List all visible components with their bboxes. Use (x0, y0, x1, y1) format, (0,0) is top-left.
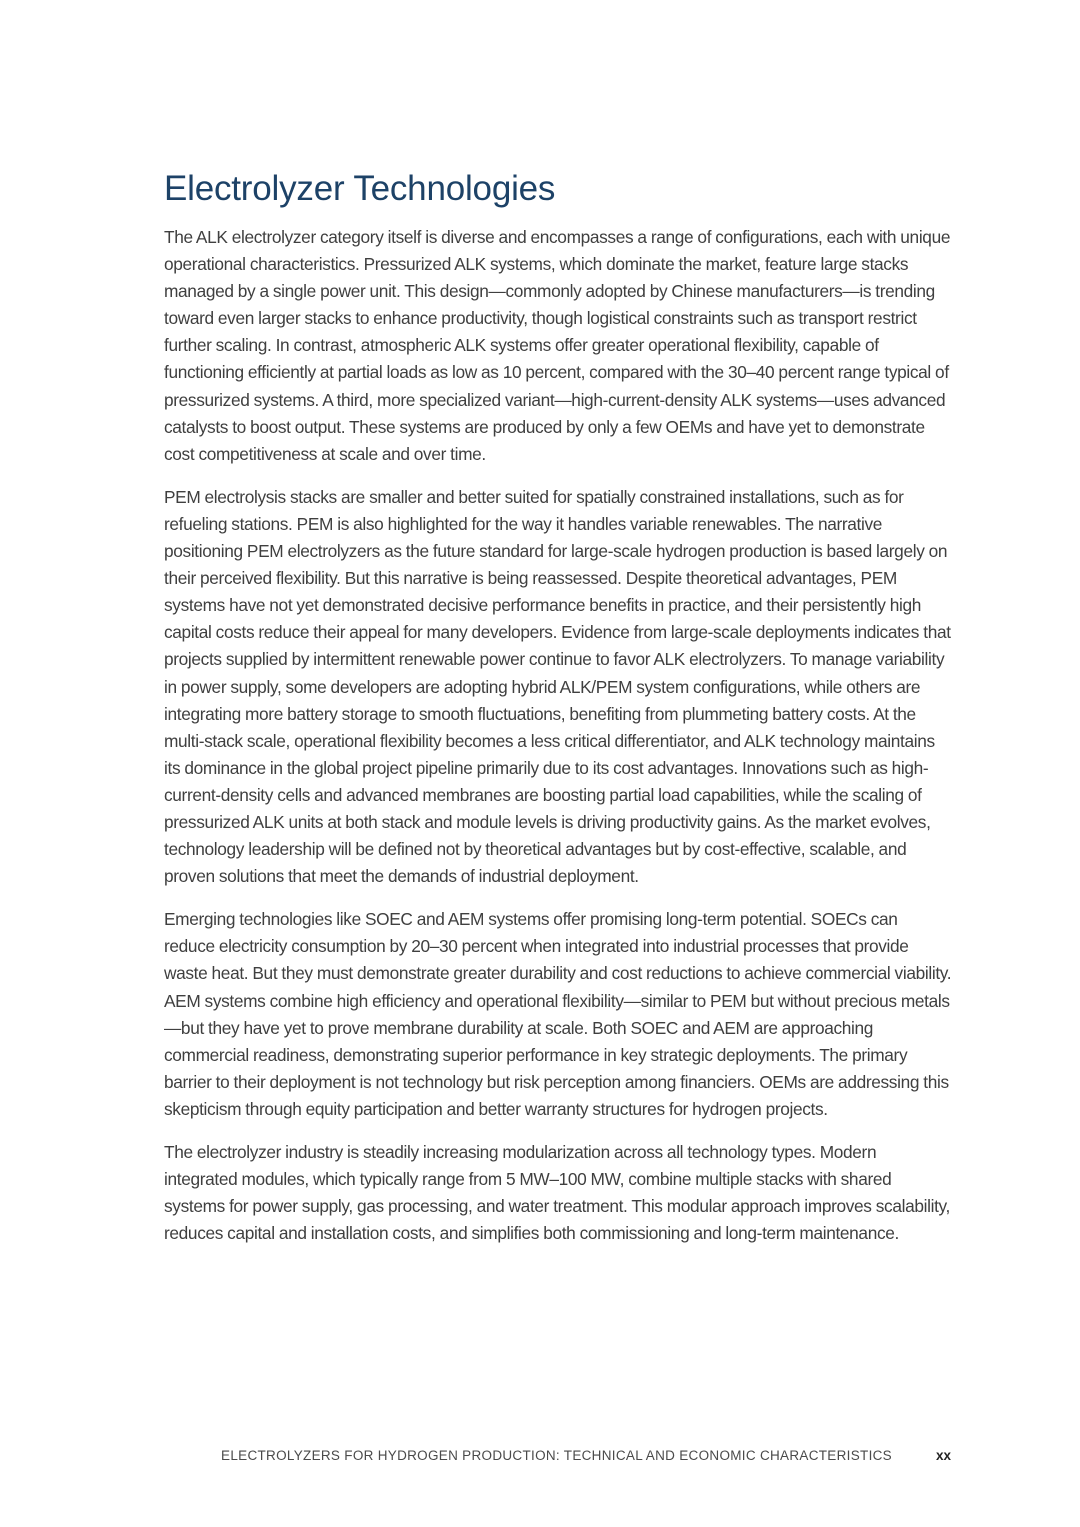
page-number: xx (935, 1447, 951, 1463)
page-title: Electrolyzer Technologies (164, 169, 556, 208)
paragraph-pem: PEM electrolysis stacks are smaller and better suited for spatially constrained installations, such as for refueling stations. PEM is also highlighted for the way it handles variable renewables. The narrative positioning PEM electrolyzers as the future standard for large-scale hydrogen production is based largely on their perceived flexibility. But this narrative is being reassessed. Despite theoretical advantages, PEM systems have not yet demonstrated decisive performance benefits in practice, and their persistently high capital costs reduce their appeal for many developers. Evidence from large-scale deployments indicates that projects supplied by intermittent renewable power continue to favor ALK electrolyzers. To manage variability in power supply, some developers are adopting hybrid ALK/PEM system configurations, while others are integrating more battery storage to smooth fluctuations, benefiting from plummeting battery costs. At the multi-stack scale, operational flexibility becomes a less critical differentiator, and ALK technology maintains its dominance in the global project pipeline primarily due to its cost advantages. Innovations such as high-current-density cells and advanced membranes are boosting partial load capabilities, while the scaling of pressurized ALK units at both stack and module levels is driving productivity gains. As the market evolves, technology leadership will be defined not by theoretical advantages but by cost-effective, scalable, and proven solutions that meet the demands of industrial deployment. (164, 486, 951, 887)
footer-running-title: ELECTROLYZERS FOR HYDROGEN PRODUCTION: TECHNICAL AND ECONOMIC CHARACTERISTICS (221, 1447, 892, 1463)
paragraph-modularization: The electrolyzer industry is steadily increasing modularization across all technology types. Modern integrated modules, which typically range from 5 MW–100 MW, combine multiple stacks with shared systems for power supply, gas processing, and water treatment. This modular approach improves scalability, reduces capital and installation costs, and simplifies both commissioning and long-term maintenance. (164, 1142, 950, 1244)
main-content (164, 168, 952, 1263)
paragraph-soec-aem: Emerging technologies like SOEC and AEM systems offer promising long-term potential. SOECs can reduce electricity consumption by 20–30 percent when integrated into industrial processes that provide waste heat. But they must demonstrate greater durability and cost reductions to achieve commercial viability. AEM systems combine high efficiency and operational flexibility—similar to PEM but without precious metals—but they have yet to prove membrane durability at scale. Both SOEC and AEM are approaching commercial readiness, demonstrating superior performance in key strategic deployments. The primary barrier to their deployment is not technology but risk perception among financiers. OEMs are addressing this skepticism through equity participation and better warranty structures for hydrogen projects. (164, 909, 952, 1119)
paragraph-alk: The ALK electrolyzer category itself is diverse and encompasses a range of configurations, each with unique operational characteristics. Pressurized ALK systems, which dominate the market, feature large stacks managed by a single power unit. This design—commonly adopted by Chinese manufacturers—is trending toward even larger stacks to enhance productivity, though logistical constraints such as transport restrict further scaling. In contrast, atmospheric ALK systems offer greater operational flexibility, capable of functioning efficiently at partial loads as low as 10 percent, compared with the 30–40 percent range typical of pressurized systems. A third, more specialized variant—high-current-density ALK systems—uses advanced catalysts to boost output. These systems are produced by only a few OEMs and have yet to demonstrate cost competitiveness at scale and over time. (164, 227, 951, 464)
page-footer (164, 1444, 951, 1466)
